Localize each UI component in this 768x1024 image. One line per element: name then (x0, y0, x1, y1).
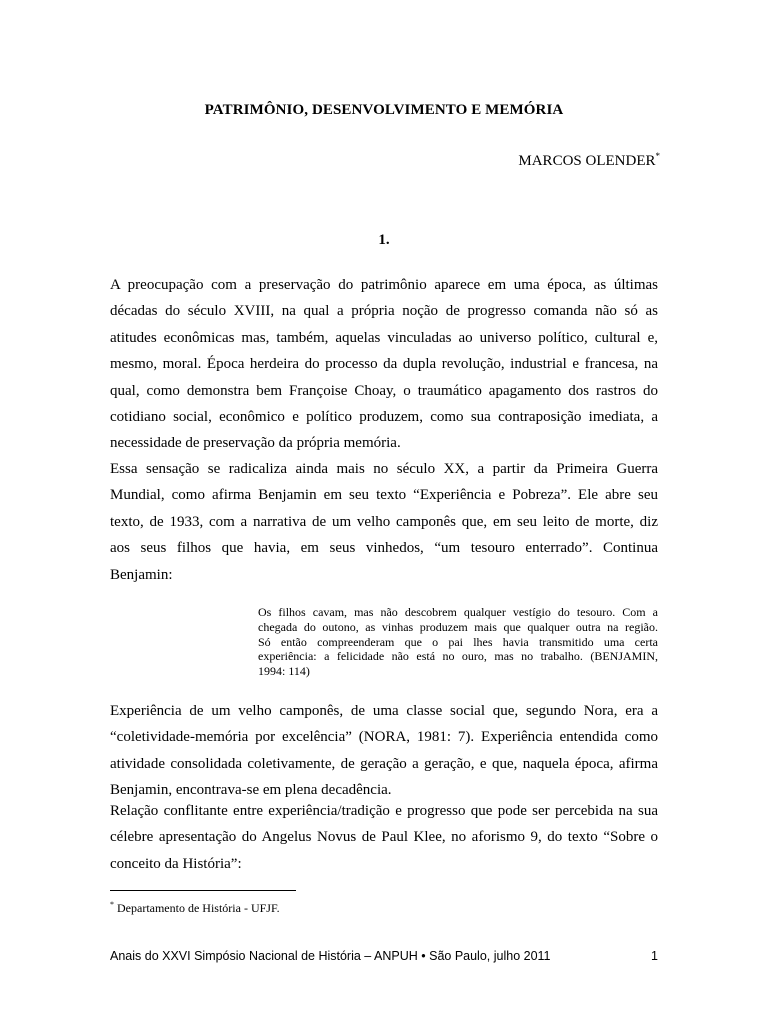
paragraph-line: cotidiano social, econômico e político produzem, como sua contraposição imediata, a (110, 409, 658, 426)
paragraph-line: Essa sensação se radicaliza ainda mais no século XX, a partir da Primeira Guerra (110, 461, 658, 477)
paragraph-line: Benjamin, encontrava-se em plena decadência. (110, 782, 392, 799)
paragraph-line: Experiência de um velho camponês, de uma classe social que, segundo Nora, era a (110, 703, 658, 719)
paragraph-line: conceito da História”: (110, 855, 242, 872)
paper-title: PATRIMÔNIO, DESENVOLVIMENTO E MEMÓRIA (204, 102, 564, 118)
quote-line: Só então compreenderam que o pai lhes havia transmitido uma certa (258, 634, 658, 649)
paragraph-line: célebre apresentação do Angelus Novus de Paul Klee, no aforismo 9, do texto “Sobre o (110, 829, 658, 846)
paragraph-line: atitudes econômicas mas, também, aquelas vinculadas ao universo político, cultural e, (110, 329, 658, 346)
paragraph-line: décadas do século XVIII, na qual a própria noção de progresso comanda não só as (110, 303, 658, 320)
paragraph-line: qual, como demonstra bem Françoise Choay, o traumático apagamento dos rastros do (110, 382, 658, 399)
quote-line: experiência: a felicidade não está no ouro, mas no trabalho. (BENJAMIN, (258, 649, 658, 664)
quote-line: chegada do outono, as vinhas produzem mais que qualquer outra na região. (258, 619, 658, 634)
quote-line: 1994: 114) (258, 664, 310, 679)
footnote (110, 900, 280, 916)
footnote-divider (110, 890, 296, 891)
paragraph-line: mesmo, moral. Época herdeira do processo da dupla revolução, industrial e francesa, na (110, 356, 658, 373)
page-footer (110, 949, 658, 963)
paragraph-line: “coletividade-memória por excelência” (NORA, 1981: 7). Experiência entendida como (110, 729, 658, 746)
paragraph-4 (110, 798, 658, 877)
quote-line: Os filhos cavam, mas não descobrem qualquer vestígio do tesouro. Com a (258, 605, 658, 619)
paragraph-line: Mundial, como afirma Benjamin em seu texto “Experiência e Pobreza”. Ele abre seu (110, 487, 658, 504)
paragraph-line: atividade consolidada coletivamente, de geração a geração, e que, naquela época, afirma (110, 755, 658, 772)
paragraph-line: necessidade de preservação da própria memória. (110, 435, 401, 452)
author-footnote-marker[interactable]: * (655, 151, 660, 161)
paragraph-line: A preocupação com a preservação do patrimônio aparece em uma época, as últimas (110, 277, 658, 293)
author-name-text: MARCOS OLENDER (518, 153, 656, 169)
paragraph-line: Benjamin: (110, 566, 173, 583)
footer-text: Anais do XXVI Simpósio Nacional de História – ANPUH • São Paulo, julho 2011 (110, 949, 551, 963)
footnote-marker: * (110, 900, 114, 909)
page-number: 1 (651, 949, 658, 963)
author-name (518, 151, 660, 170)
paragraph-line: texto, de 1933, com a narrativa de um velho camponês que, em seu leito de morte, diz (110, 513, 658, 530)
paragraph-line: Relação conflitante entre experiência/tradição e progresso que pode ser percebida na sua (110, 803, 658, 819)
paragraph-line: aos seus filhos que havia, em seus vinhedos, “um tesouro enterrado”. Continua (110, 540, 658, 557)
footnote-text: Departamento de História - UFJF. (117, 901, 280, 915)
paragraph-3 (110, 698, 658, 804)
section-heading: 1. (378, 232, 390, 248)
paragraph-1 (110, 272, 658, 457)
block-quote (258, 605, 658, 679)
paragraph-2 (110, 456, 658, 588)
